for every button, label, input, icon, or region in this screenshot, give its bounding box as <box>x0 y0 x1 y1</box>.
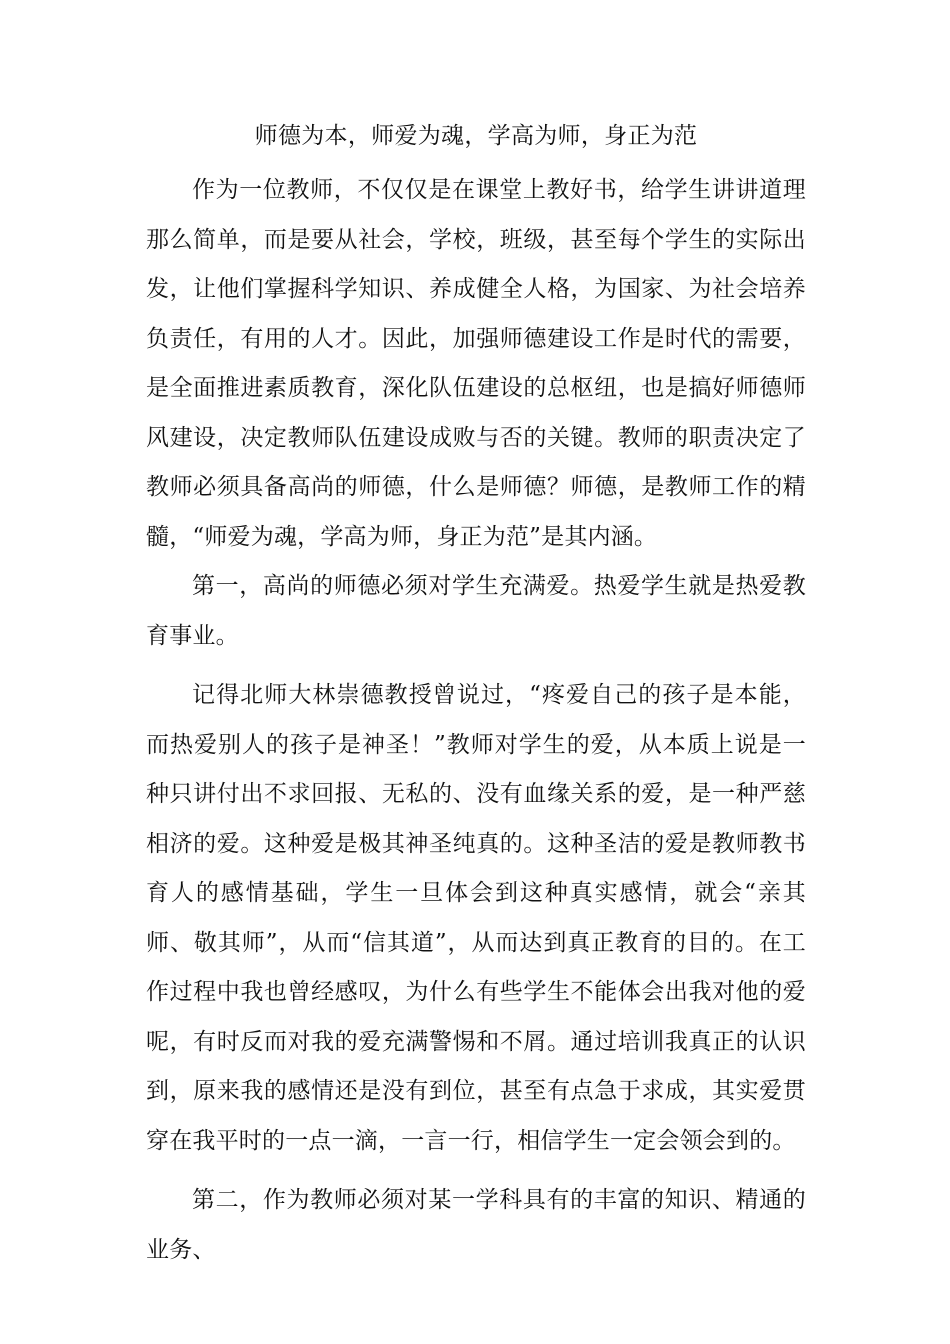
paragraph-point-one: 第一，高尚的师德必须对学生充满爱。热爱学生就是热爱教育事业。 <box>146 573 806 649</box>
document-title: 师德为本，师爱为魂，学高为师，身正为范 <box>254 123 698 149</box>
paragraph-point-two: 第二，作为教师必须对某一学科具有的丰富的知识、精通的业务、 <box>146 1187 806 1263</box>
paragraph-teacher-love: 记得北师大林崇德教授曾说过，“疼爱自己的孩子是本能，而热爱别人的孩子是神圣！”教师对学生的爱，从本质上说是一种只讲付出不求回报、无私的、没有血缘关系的爱，是一种严慈相济的爱。这种爱是极其神圣纯真的。这种圣洁的爱是教师教书育人的感情基础，学生一旦体会到这种真实感情，就会“亲其师、敬其师”，从而“信其道”，从而达到真正教育的目的。在工作过程中我也曾经感叹，为什么有些学生不能体会出我对他的爱呢，有时反而对我的爱充满警惕和不屑。通过培训我真正的认识到，原来我的感情还是没有到位，甚至有点急于求成，其实爱贯穿在我平时的一点一滴，一言一行，相信学生一定会领会到的。 <box>146 682 806 1154</box>
document-body <box>146 112 806 1275</box>
paragraph-intro: 作为一位教师，不仅仅是在课堂上教好书，给学生讲讲道理那么简单，而是要从社会，学校，班级，甚至每个学生的实际出发，让他们掌握科学知识、养成健全人格，为国家、为社会培养负责任，有用的人才。因此，加强师德建设工作是时代的需要，是全面推进素质教育，深化队伍建设的总枢纽，也是搞好师德师风建设，决定教师队伍建设成败与否的关键。教师的职责决定了教师必须具备高尚的师德，什么是师德？师德，是教师工作的精髓，“师爱为魂，学高为师，身正为范”是其内涵。 <box>146 177 806 550</box>
